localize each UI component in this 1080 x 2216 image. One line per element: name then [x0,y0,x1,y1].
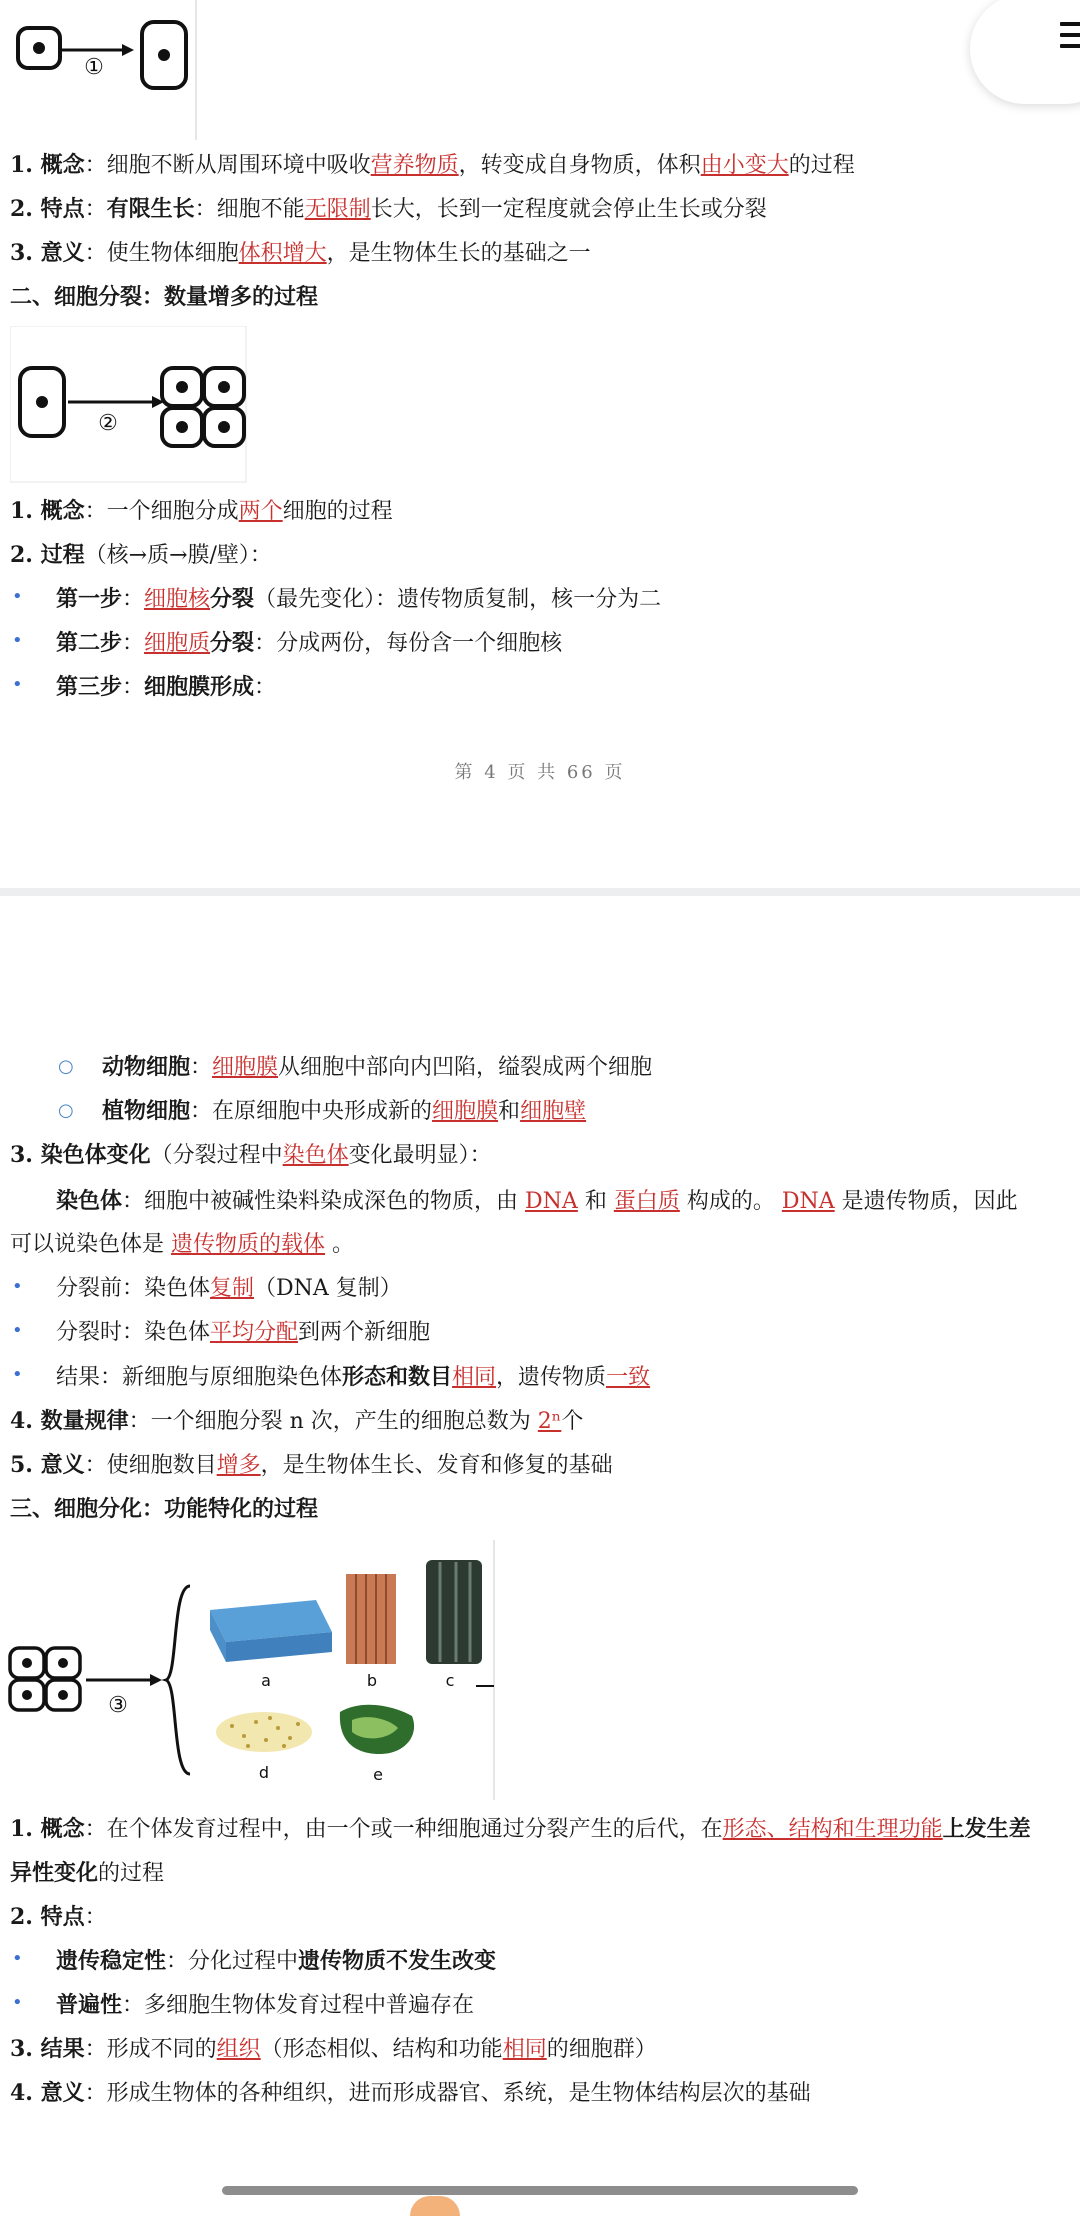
bullet-icon: • [12,586,23,607]
differentiation-concept: 1. 概念：在个体发育过程中，由一个或一种细胞通过分裂产生的后代，在形态、结构和生理功能上发生差 [10,1816,1031,1842]
differentiation-feature: 2. 特点： [10,1904,107,1930]
growth-meaning: 3. 意义：使生物体细胞体积增大，是生物体生长的基础之一 [10,240,591,266]
before-division: 分裂前：染色体复制（DNA 复制） [56,1276,402,1301]
division-step-1: 第一步：细胞核分裂（最先变化）：遗传物质复制，核一分为二 [56,586,662,612]
differentiation-meaning: 4. 意义：形成生物体的各种组织，进而形成器官、系统，是生物体结构层次的基础 [10,2080,811,2106]
hamburger-icon [1060,22,1080,52]
tissue-label-e: e [373,1765,383,1784]
page-divider [0,888,1080,896]
animal-cell: 动物细胞：细胞膜从细胞中部向内凹陷，缢裂成两个细胞 [102,1054,653,1080]
division-heading: 二、细胞分裂：数量增多的过程 [10,284,319,310]
division-process: 2. 过程（核→质→膜/壁）： [10,542,272,568]
bullet-icon: • [12,1992,23,2013]
bullet-icon: • [12,1320,23,1341]
bullet-icon: • [12,1948,23,1969]
division-step-3: 第三步：细胞膜形成： [56,674,277,700]
differentiation-concept-cont: 异性变化的过程 [10,1860,165,1886]
tissue-label-d: d [258,1763,270,1782]
differentiation-result: 3. 结果：形成不同的组织（形态相似、结构和功能相同的细胞群） [10,2036,657,2062]
diagram-marker-3: ③ [108,1693,128,1718]
growth-concept: 1. 概念：细胞不断从周围环境中吸收营养物质，转变成自身物质，体积由小变大的过程 [10,152,855,178]
circle-bullet-icon: ○ [58,1056,74,1077]
floating-button[interactable] [410,2196,460,2216]
growth-feature: 2. 特点：有限生长：细胞不能无限制长大，长到一定程度就会停止生长或分裂 [10,196,767,222]
bullet-icon: • [12,674,23,695]
plant-cell: 植物细胞：在原细胞中央形成新的细胞膜和细胞壁 [102,1098,587,1124]
cell-growth-diagram [0,0,200,140]
circle-bullet-icon: ○ [58,1100,74,1121]
universality: 普遍性：多细胞生物体发育过程中普遍存在 [56,1992,475,2018]
diagram-marker-1: ① [84,55,104,80]
tissue-label-a: a [261,1671,271,1690]
division-step-2: 第二步：细胞质分裂：分成两份，每份含一个细胞核 [56,630,563,656]
cell-division-diagram [10,326,250,484]
cell-differentiation-diagram [0,1540,500,1800]
bullet-icon: • [12,1364,23,1385]
chromosome-change: 3. 染色体变化（分裂过程中染色体变化最明显）： [10,1142,492,1168]
diagram-marker-2: ② [98,411,118,436]
page-number: 第 4 页 共 66 页 [454,762,626,783]
quantity-rule: 4. 数量规律：一个细胞分裂 n 次，产生的细胞总数为 2ⁿ个 [10,1408,584,1434]
differentiation-heading: 三、细胞分化：功能特化的过程 [10,1496,319,1522]
chromosome-definition: 染色体：细胞中被碱性染料染成深色的物质，由 DNA 和 蛋白质 构成的。 DNA 是遗传物质，因此 [56,1188,1018,1214]
bullet-icon: • [12,630,23,651]
bullet-icon: • [12,1276,23,1297]
menu-button[interactable] [970,0,1080,104]
division-result: 结果：新细胞与原细胞染色体形态和数目相同，遗传物质一致 [56,1364,651,1390]
horizontal-scrollbar[interactable] [222,2186,858,2195]
tissue-label-c: c [445,1671,455,1690]
division-meaning: 5. 意义：使细胞数目增多，是生物体生长、发育和修复的基础 [10,1452,613,1478]
genetic-stability: 遗传稳定性：分化过程中遗传物质不发生改变 [56,1948,497,1974]
during-division: 分裂时：染色体平均分配到两个新细胞 [56,1320,431,1345]
chromosome-definition-cont: 可以说染色体是 遗传物质的载体 。 [10,1232,355,1257]
division-concept: 1. 概念：一个细胞分成两个细胞的过程 [10,498,393,524]
tissue-label-b: b [366,1671,378,1690]
